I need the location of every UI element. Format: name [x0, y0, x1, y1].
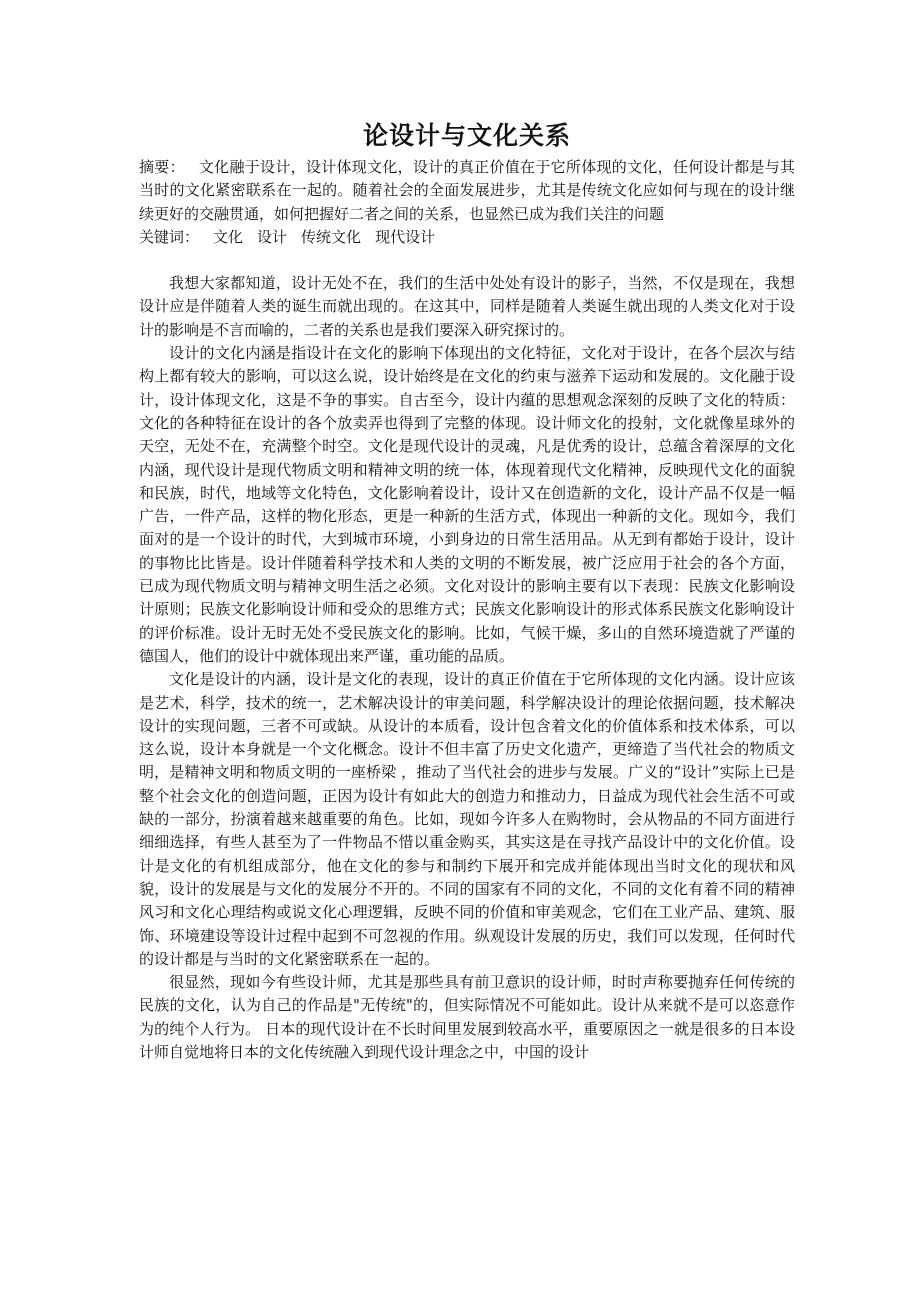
body-paragraph-1: 我想大家都知道，设计无处不在，我们的生活中处处有设计的影子，当然，不仅是现在，我想设计应是伴随着人类的诞生而就出现的。在这其中，同样是随着人类诞生就出现的人类文化对于设计的影响是不言而喻的，二者的关系也是我们要深入研究探讨的。: [139, 274, 795, 339]
keyword: 文化: [213, 227, 244, 246]
keywords-label: 关键词：: [139, 227, 200, 246]
keyword: 设计: [257, 227, 288, 246]
abstract-label: 摘要：: [139, 158, 185, 176]
abstract: [139, 156, 795, 226]
keyword: 现代设计: [375, 227, 436, 246]
document-title: 论设计与文化关系: [362, 121, 571, 150]
body-paragraph-2: 设计的文化内涵是指设计在文化的影响下体现出的文化特征，文化对于设计，在各个层次与结构上都有较大的影响，可以这么说，设计始终是在文化的约束与滋养下运动和发展的。文化融于设计，设计体现文化，这是不争的事实。自古至今，设计内蕴的思想观念深刻的反映了文化的特质：文化的各种特征在设计的各个放卖弄也得到了完整的体现。设计师文化的投射，文化就像星球外的天空，无处不在，充满整个时空。文化是现代设计的灵魂，凡是优秀的设计，总蕴含着深厚的文化内涵，现代设计是现代物质文明和精神文明的统一体，体现着现代文化精神，反映现代文化的面貌和民族，时代，地域等文化特色，文化影响着设计，设计又在创造新的文化，设计产品不仅是一幅广告，一件产品，这样的物化形态，更是一种新的生活方式，体现出一种新的文化。现如今，我们面对的是一个设计的时代，大到城市环境，小到身边的日常生活用品。从无到有都始于设计，设计的事物比比皆是。设计伴随着科学技术和人类的文明的不断发展，被广泛应用于社会的各个方面，已成为现代物质文明与精神文明生活之必须。文化对设计的影响主要有以下表现：民族文化影响设计原则；民族文化影响设计师和受众的思维方式；民族文化影响设计的形式体系民族文化影响设计的评价标准。设计无时无处不受民族文化的影响。比如，气候干燥，多山的自然环境造就了严谨的德国人，他们的设计中就体现出来严谨，重功能的品质。: [139, 344, 795, 665]
keyword: 传统文化: [301, 227, 362, 246]
document-page: [139, 118, 795, 1064]
body-paragraph-4: 很显然，现如今有些设计师，尤其是那些具有前卫意识的设计师，时时声称要抛弃任何传统的民族的文化，认为自己的作品是"无传统"的，但实际情况不可能如此。设计从来就不是可以恣意作为的纯个人行为。 日本的现代设计在不长时间里发展到较高水平，重要原因之一就是很多的日本设计师自觉地将日本的文化传统融入到现代设计理念之中，中国的设计: [139, 973, 795, 1061]
body-paragraph-3: 文化是设计的内涵，设计是文化的表现，设计的真正价值在于它所体现的文化内涵。设计应该是艺术，科学，技术的统一，艺术解决设计的审美问题，科学解决设计的理论依据问题，技术解决设计的实现问题，三者不可或缺。从设计的本质看，设计包含着文化的价值体系和技术体系，可以这么说，设计本身就是一个文化概念。设计不但丰富了历史文化遗产，更缔造了当代社会的物质文明，是精神文明和物质文明的一座桥梁 ，推动了当代社会的进步与发展。广义的“设计”实际上已是整个社会文化的创造问题，正因为设计有如此大的创造力和推动力，日益成为现代社会生活不可或缺的一部分，扮演着越来越重要的角色。比如，现如今许多人在购物时，会从物品的不同方面进行细细选择，有些人甚至为了一件物品不惜以重金购买，其实这是在寻找产品设计中的文化价值。设计是文化的有机组成部分，他在文化的参与和制约下展开和完成并能体现出当时文化的现状和风貌，设计的发展是与文化的发展分不开的。不同的国家有不同的文化，不同的文化有着不同的精神风习和文化心理结构或说文化心理逻辑，反映不同的价值和审美观念，它们在工业产品、建筑、服饰、环境建设等设计过程中起到不可忽视的作用。纵观设计发展的历史，我们可以发现，任何时代的设计都是与当时的文化紧密联系在一起的。: [139, 670, 795, 968]
keywords: [139, 226, 795, 249]
blank-line: [139, 249, 795, 272]
abstract-text: 文化融于设计，设计体现文化，设计的真正价值在于它所体现的文化，任何设计都是与其当时的文化紧密联系在一起的。随着社会的全面发展进步，尤其是传统文化应如何与现在的设计继续更好的交融贯通，如何把握好二者之间的关系，也显然已成为我们关注的问题: [139, 158, 795, 223]
